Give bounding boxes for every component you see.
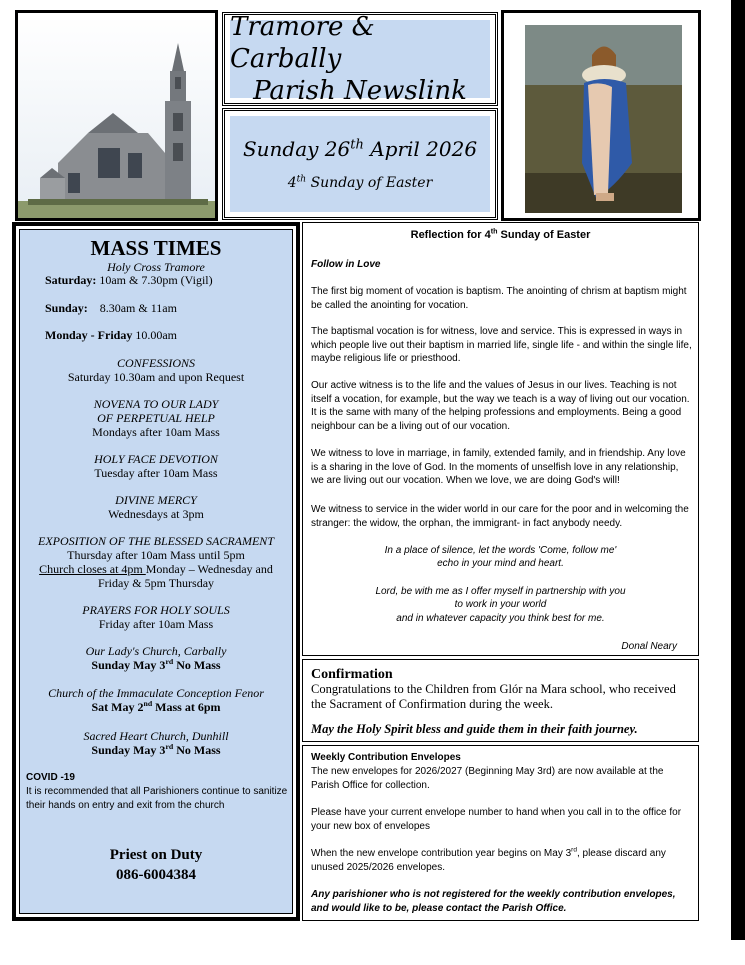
mass-times-panel [12,222,300,921]
saturday-mass: Saturday: 10am & 7.30pm (Vigil) [45,273,213,287]
envelopes-title: Weekly Contribution Envelopes [311,752,461,763]
fenor-notice: Sat May 2nd Mass at 6pm [91,699,221,714]
holy-souls-title: PRAYERS FOR HOLY SOULS [82,603,230,617]
holy-souls-text: Friday after 10am Mass [98,617,214,631]
exposition-title: EXPOSITION OF THE BLESSED SACRAMENT [38,534,274,548]
divine-mercy-text: Wednesdays at 3pm [108,507,204,521]
reflection-title: Reflection for 4th Sunday of Easter [410,227,591,241]
page-edge-bar [731,0,745,940]
holy-face-text: Tuesday after 10am Mass [94,466,218,480]
prayer-line: to work in your world [454,599,547,610]
sunday-mass: Sunday: 8.30am & 11am [45,301,177,315]
novena-title: NOVENA TO OUR LADY [93,397,219,411]
fenor-church: Church of the Immaculate Conception Fenor [48,686,264,700]
confirmation-blessing: May the Holy Spirit bless and guide them in their faith journey. [311,722,638,736]
priest-phone: 086-6004384 [116,867,196,883]
carbally-church: Our Lady's Church, Carbally [85,644,227,658]
newsletter-name: Parish Newslink [253,76,467,106]
mass-location: Holy Cross Tramore [107,260,205,274]
good-shepherd-painting [504,13,698,218]
covid-title: COVID -19 [26,772,75,783]
reflection-panel [302,222,699,656]
church-photo-frame [15,10,218,221]
good-shepherd-frame [501,10,701,221]
reflection-subtitle: Follow in Love [311,259,381,270]
confirmation-text: Congratulations to the Children from Glór na Mara school, who received the Sacrament of Confirmation during the week. [311,682,676,711]
church-image [18,13,215,218]
reflection-paragraph: The baptismal vocation is for witness, love and service. This is expressed in ways in which people live out their baptism in married life, single life - and within the single life, maybe religious life or priesthood. [311,326,692,364]
dunhill-church: Sacred Heart Church, Dunhill [83,729,229,743]
church-closing-times-2: Friday & 5pm Thursday [97,576,215,590]
envelopes-paragraph: The new envelopes for 2026/2027 (Beginning May 3rd) are now available at the Parish Office for collection. [311,766,664,791]
confessions-title: CONFESSIONS [117,356,195,370]
priest-on-duty-title: Priest on Duty [109,847,203,863]
mass-times-heading: MASS TIMES [90,236,222,260]
envelopes-paragraph: When the new envelope contribution year begins on May 3rd, please discard any unused 2025/2026 envelopes. [311,846,666,873]
prayer-line: Lord, be with me as I offer myself in partnership with you [375,586,626,597]
date-box [222,108,498,220]
church-closing-times: Church closes at 4pm Monday – Wednesday and [39,562,273,576]
prayer-line: In a place of silence, let the words 'Come, follow me' [384,545,617,556]
dunhill-notice: Sunday May 3rd No Mass [91,742,221,757]
weekday-mass: Monday - Friday 10.00am [45,328,178,342]
exposition-text: Thursday after 10am Mass until 5pm [67,548,245,562]
carbally-notice: Sunday May 3rd No Mass [91,657,221,672]
reflection-paragraph: We witness to service in the wider world in our care for the poor and in welcoming the stranger: the widow, the orphan, the immigrant- in fact anybody needy. [311,504,689,529]
envelopes-panel [302,745,699,921]
novena-text: Mondays after 10am Mass [92,425,220,439]
reflection-author: Donal Neary [621,641,677,652]
prayer-line: echo in your mind and heart. [437,558,564,569]
envelopes-paragraph: Please have your current envelope number to hand when you call in to the office for your new box of envelopes [311,807,682,832]
confirmation-title: Confirmation [311,667,393,682]
confessions-text: Saturday 10.30am and upon Request [67,370,245,384]
reflection-paragraph: The first big moment of vocation is baptism. The anointing of chrism at baptism might be called the anointing for vocation. [311,286,687,311]
reflection-paragraph: We witness to love in marriage, in family, extended family, and in friendship. Any love is a sharing in the love of God. In the moments of unselfish love in any relationship, we are living out our vocation. When we love, we are doing God's will! [311,448,686,486]
reflection-paragraph: Our active witness is to the life and the values of Jesus in our lives. Teaching is not itself a vocation, for example, but the way we teach is a way of living out our vocation. It is the same with many of the helping professions and employments. Being a good neighbour can be a living out of our vocation. [311,380,690,432]
divine-mercy-title: DIVINE MERCY [115,493,197,507]
issue-date: Sunday 26th April 2026 [242,137,478,161]
covid-text: It is recommended that all Parishioners continue to sanitize their hands on entry and exit from the church [26,786,288,811]
confirmation-panel [302,659,699,742]
novena-title-2: OF PERPETUAL HELP [97,411,215,425]
envelopes-registration-note: Any parishioner who is not registered for the weekly contribution envelopes, and would like to be, please contact the Parish Office. [311,889,676,914]
liturgical-sunday: 4th Sunday of Easter [287,174,433,191]
holy-face-title: HOLY FACE DEVOTION [94,452,218,466]
parish-name: Tramore & Carbally [230,12,375,74]
prayer-line: and in whatever capacity you think best for me. [396,613,605,624]
newsletter-title-box [222,12,498,106]
